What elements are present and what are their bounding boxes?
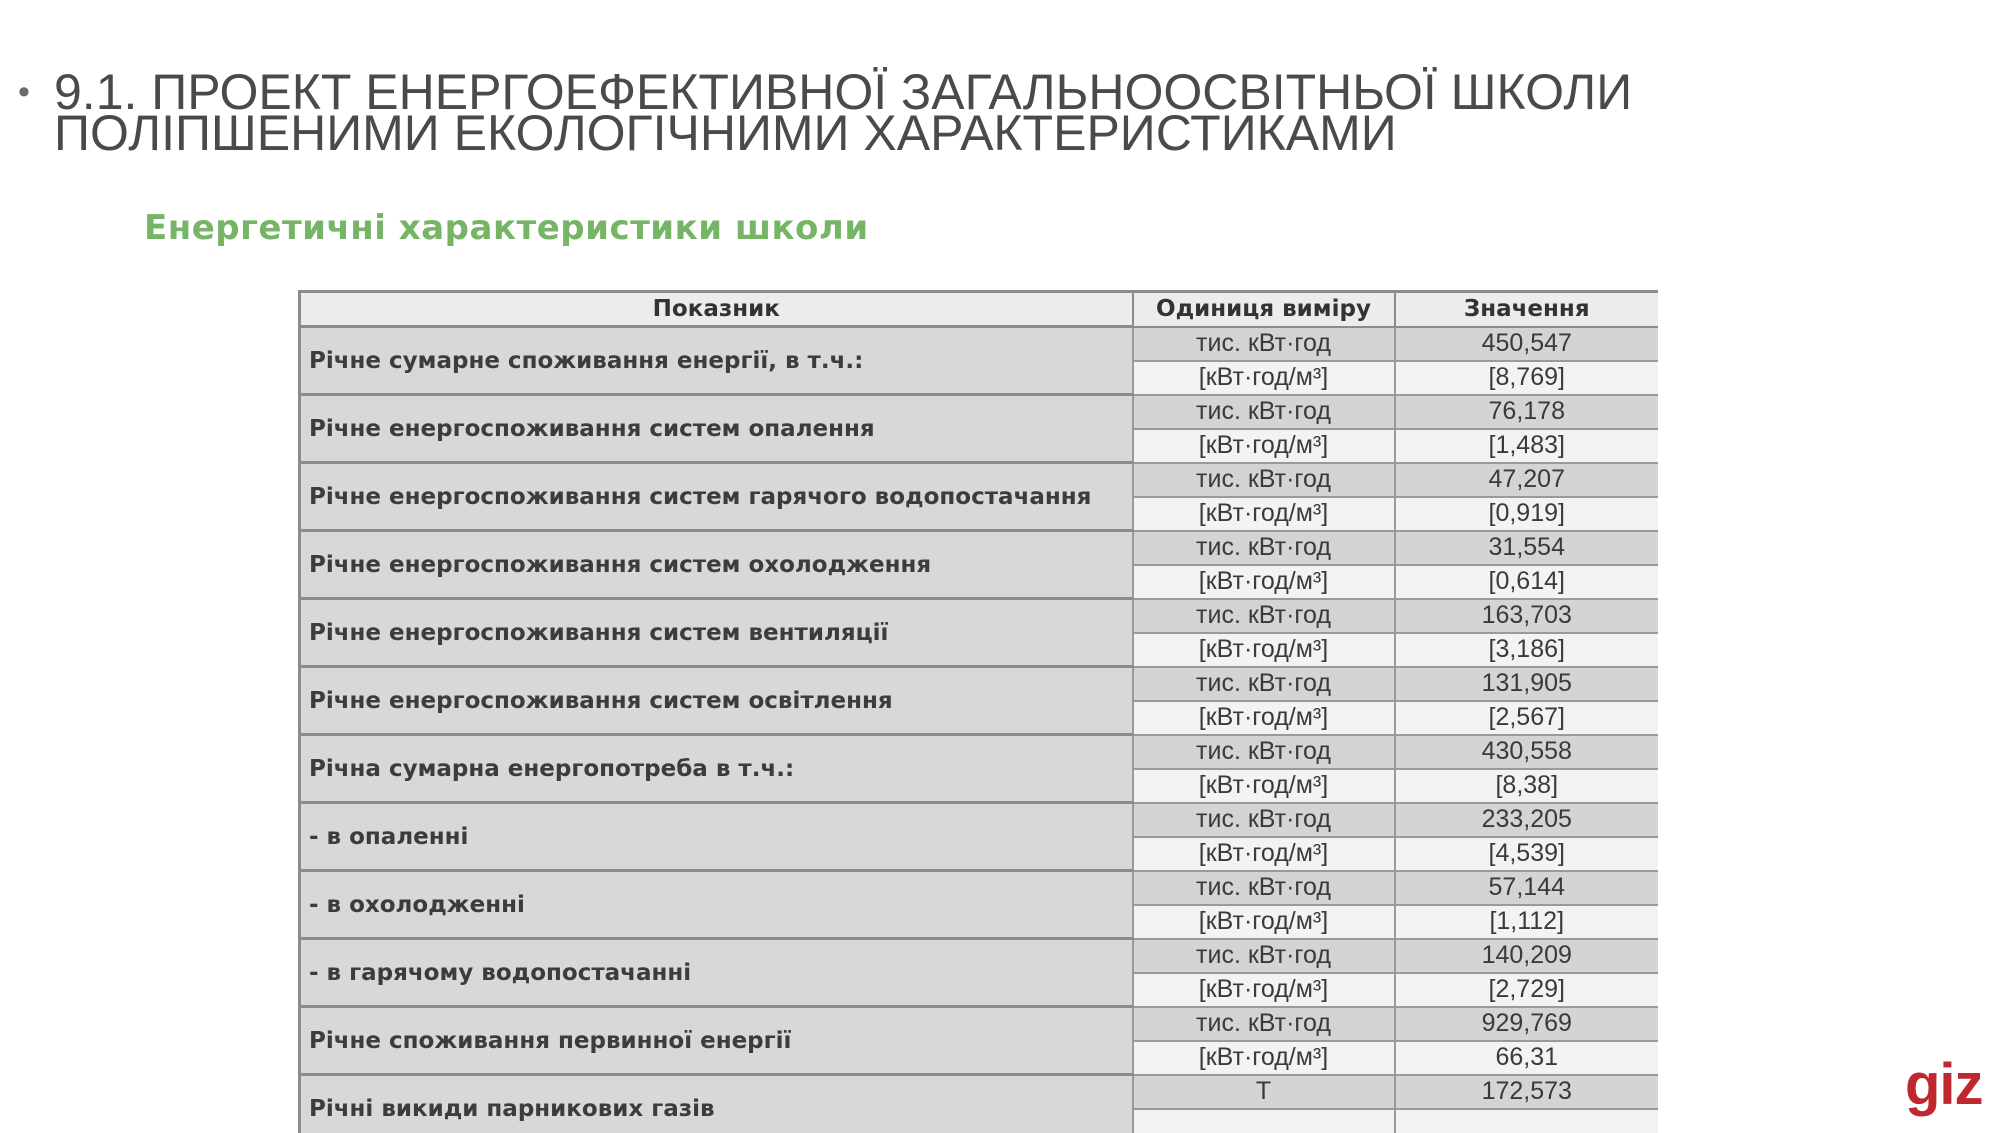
unit-cell: [кВт·год/м³] xyxy=(1133,769,1395,803)
title-line-2: ПОЛІПШЕНИМИ ЕКОЛОГІЧНИМИ ХАРАКТЕРИСТИКАМИ xyxy=(54,105,1397,161)
unit-cell: [кВт·год/м³] xyxy=(1133,905,1395,939)
value-cell: [8,38] xyxy=(1395,769,1659,803)
value-cell: 140,209 xyxy=(1395,939,1659,973)
value-cell: [4,539] xyxy=(1395,837,1659,871)
header-value: Значення xyxy=(1395,292,1659,327)
value-cell: 47,207 xyxy=(1395,463,1659,497)
value-cell: 66,31 xyxy=(1395,1041,1659,1075)
value-cell xyxy=(1395,1109,1659,1133)
header-unit: Одиниця виміру xyxy=(1133,292,1395,327)
unit-cell xyxy=(1133,1109,1395,1133)
indicator-label: Річне сумарне споживання енергії, в т.ч.: xyxy=(300,327,1133,395)
unit-cell: тис. кВт·год xyxy=(1133,599,1395,633)
table-row xyxy=(300,871,1659,905)
section-subtitle: Енергетичні характеристики школи xyxy=(144,208,869,248)
unit-cell: [кВт·год/м³] xyxy=(1133,1041,1395,1075)
slide-title xyxy=(18,64,1633,161)
indicator-label: Річне енергоспоживання систем гарячого водопостачання xyxy=(300,463,1133,531)
indicator-label: - в гарячому водопостачанні xyxy=(300,939,1133,1007)
indicator-label: Річне енергоспоживання систем охолодження xyxy=(300,531,1133,599)
indicator-label: Річне енергоспоживання систем вентиляції xyxy=(300,599,1133,667)
table-row xyxy=(300,327,1659,361)
table-row xyxy=(300,395,1659,429)
value-cell: 430,558 xyxy=(1395,735,1659,769)
table-body xyxy=(300,327,1659,1133)
table-row xyxy=(300,531,1659,565)
unit-cell: тис. кВт·год xyxy=(1133,463,1395,497)
table-row xyxy=(300,1007,1659,1041)
indicator-label: Річне енергоспоживання систем опалення xyxy=(300,395,1133,463)
table-container xyxy=(298,290,1658,1133)
unit-cell: [кВт·год/м³] xyxy=(1133,633,1395,667)
value-cell: 450,547 xyxy=(1395,327,1659,361)
header-indicator: Показник xyxy=(300,292,1133,327)
unit-cell: [кВт·год/м³] xyxy=(1133,701,1395,735)
header-row xyxy=(300,292,1659,327)
value-cell: 57,144 xyxy=(1395,871,1659,905)
table-row xyxy=(300,803,1659,837)
unit-cell: тис. кВт·год xyxy=(1133,531,1395,565)
value-cell: 163,703 xyxy=(1395,599,1659,633)
unit-cell: Т xyxy=(1133,1075,1395,1109)
table-row xyxy=(300,939,1659,973)
indicator-label: - в опаленні xyxy=(300,803,1133,871)
unit-cell: тис. кВт·год xyxy=(1133,735,1395,769)
table-row xyxy=(300,599,1659,633)
value-cell: 929,769 xyxy=(1395,1007,1659,1041)
unit-cell: тис. кВт·год xyxy=(1133,871,1395,905)
unit-cell: тис. кВт·год xyxy=(1133,667,1395,701)
table-header xyxy=(300,292,1659,327)
unit-cell: [кВт·год/м³] xyxy=(1133,565,1395,599)
indicator-label: Річні викиди парникових газів xyxy=(300,1075,1133,1133)
bullet-icon: • xyxy=(18,73,30,111)
table-row xyxy=(300,735,1659,769)
value-cell: 76,178 xyxy=(1395,395,1659,429)
unit-cell: тис. кВт·год xyxy=(1133,939,1395,973)
value-cell: [2,567] xyxy=(1395,701,1659,735)
unit-cell: тис. кВт·год xyxy=(1133,1007,1395,1041)
table-row xyxy=(300,463,1659,497)
energy-characteristics-table xyxy=(298,290,1658,1133)
indicator-label: Річне енергоспоживання систем освітлення xyxy=(300,667,1133,735)
value-cell: [0,919] xyxy=(1395,497,1659,531)
unit-cell: [кВт·год/м³] xyxy=(1133,361,1395,395)
value-cell: [3,186] xyxy=(1395,633,1659,667)
value-cell: 131,905 xyxy=(1395,667,1659,701)
value-cell: [1,112] xyxy=(1395,905,1659,939)
unit-cell: тис. кВт·год xyxy=(1133,395,1395,429)
value-cell: 233,205 xyxy=(1395,803,1659,837)
value-cell: [0,614] xyxy=(1395,565,1659,599)
unit-cell: [кВт·год/м³] xyxy=(1133,497,1395,531)
indicator-label: Річне споживання первинної енергії xyxy=(300,1007,1133,1075)
value-cell: 31,554 xyxy=(1395,531,1659,565)
unit-cell: [кВт·год/м³] xyxy=(1133,973,1395,1007)
title-lines xyxy=(54,64,1633,161)
value-cell: [8,769] xyxy=(1395,361,1659,395)
value-cell: 172,573 xyxy=(1395,1075,1659,1109)
table-row xyxy=(300,1075,1659,1109)
indicator-label: - в охолодженні xyxy=(300,871,1133,939)
title-line-1: 9.1. ПРОЕКТ ЕНЕРГОЕФЕКТИВНОЇ ЗАГАЛЬНООСВІТНЬОЇ ШКОЛИ xyxy=(54,64,1633,120)
value-cell: [1,483] xyxy=(1395,429,1659,463)
indicator-label: Річна сумарна енергопотреба в т.ч.: xyxy=(300,735,1133,803)
value-cell: [2,729] xyxy=(1395,973,1659,1007)
unit-cell: [кВт·год/м³] xyxy=(1133,837,1395,871)
unit-cell: тис. кВт·год xyxy=(1133,803,1395,837)
unit-cell: [кВт·год/м³] xyxy=(1133,429,1395,463)
giz-logo: giz xyxy=(1905,1052,1983,1117)
table-row xyxy=(300,667,1659,701)
unit-cell: тис. кВт·год xyxy=(1133,327,1395,361)
